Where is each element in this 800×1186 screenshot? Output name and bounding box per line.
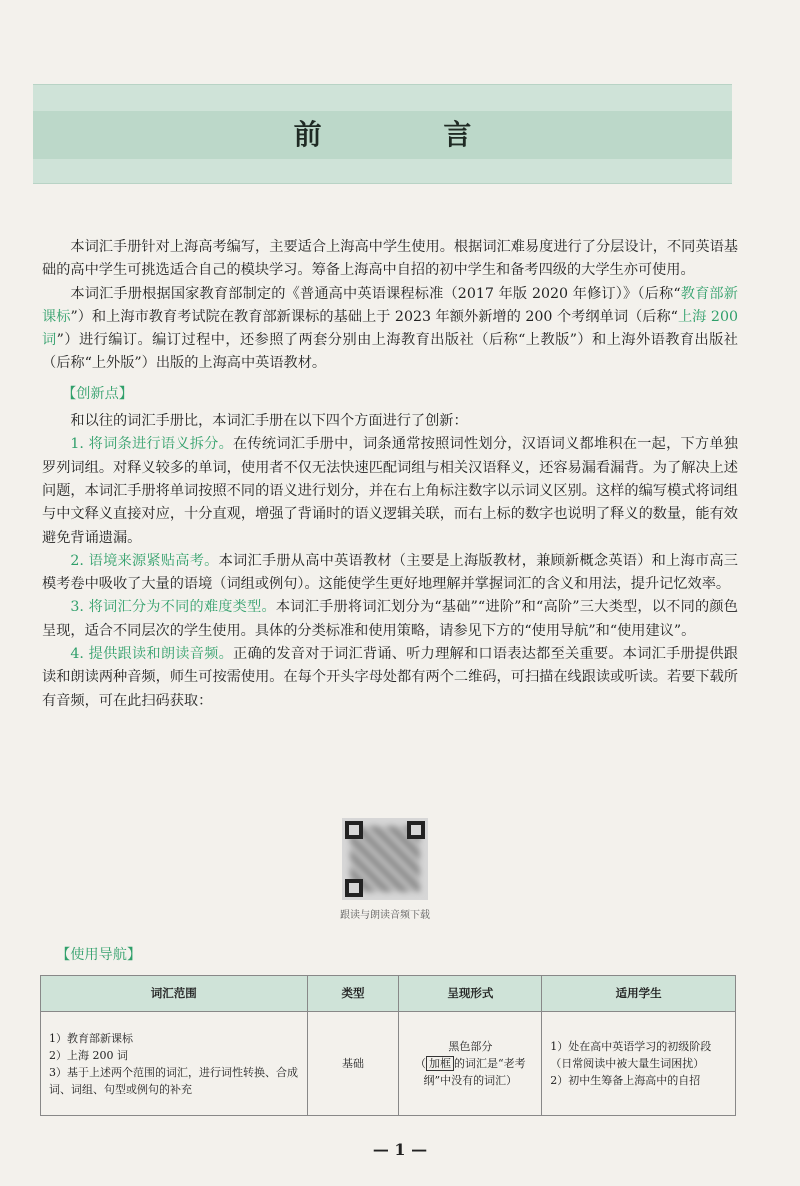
- innovation-item: 1. 将词条进行语义拆分。在传统词汇手册中，词条通常按照词性划分，汉语词义都堆积在一起，下方单独罗列词组。对释义较多的单词，使用者不仅无法快速匹配词组与相关汉语释义，还容易漏看漏背。为了解决上述问题，本词汇手册将单词按照不同的语义进行划分，并在右上角标注数字以示词义区别。这样的编写模式将词组与中文释义直接对应，十分直观，增强了背诵时的语义逻辑关联，而右上标的数字也说明了释义的数量，能有效避免背诵遗漏。: [42, 436, 738, 546]
- innovation-item: 3. 将词汇分为不同的难度类型。本词汇手册将词汇划分为“基础”“进阶”和“高阶”三大类型，以不同的颜色呈现，适合不同层次的学生使用。具体的分类标准和使用策略，请参见下方的“使用导航”和“使用建议”。: [42, 599, 738, 639]
- column-header: 类型: [307, 976, 399, 1012]
- column-header: 词汇范围: [41, 976, 308, 1012]
- innovation-item-title: 3. 将词汇分为不同的难度类型。: [70, 599, 276, 616]
- column-header: 适用学生: [542, 976, 736, 1012]
- usage-nav-table: [40, 975, 736, 1116]
- qr-caption: 跟读与朗读音频下载: [340, 910, 430, 921]
- innovation-lead: 和以往的词汇手册比，本词汇手册在以下四个方面进行了创新：: [70, 413, 468, 430]
- type-cell: 基础: [307, 1012, 399, 1116]
- form-cell: 黑色部分 （ 加框 的词汇是“老考纲”中没有的词汇）: [399, 1012, 542, 1116]
- innovation-heading: 【创新点】: [62, 385, 133, 402]
- page-title: 前 言: [293, 118, 528, 151]
- qr-finder-icon: [345, 879, 363, 897]
- main-text: [42, 236, 738, 713]
- innovation-item-title: 4. 提供跟读和朗读音频。: [70, 646, 234, 663]
- innovation-item: 2. 语境来源紧贴高考。本词汇手册从高中英语教材（主要是上海版教材，兼顾新概念英语）和上海市高三模考卷中吸收了大量的语境（词组或例句）。这能使学生更好地理解并掌握词汇的含义和用法，提升记忆效率。: [42, 552, 738, 593]
- qr-finder-icon: [345, 821, 363, 839]
- innovation-item: 4. 提供跟读和朗读音频。正确的发音对于词汇背诵、听力理解和口语表达都至关重要。本词汇手册提供跟读和朗读两种音频，师生可按需使用。在每个开头字母处都有两个二维码，可扫描在线跟读或听读。若要下载所有音频，可在此扫码获取：: [42, 646, 738, 709]
- qr-code-icon[interactable]: [342, 818, 428, 900]
- table-row: [41, 1012, 736, 1116]
- qr-finder-icon: [407, 821, 425, 839]
- intro-paragraph-2: 本词汇手册根据国家教育部制定的《普通高中英语课程标准（2017 年版 2020 年修订）》（后称“教育部新课标”）和上海市教育考试院在教育部新课标的基础上于 2023 年额外新增的 200 个考纲单词（后称“上海 200 词”）进行编订。编订过程中，还参照了两套分别由上海教育出版社（后称“上教版”）和上海外语教育出版社（后称“上外版”）出版的上海高中英语教材。: [42, 285, 739, 372]
- shanghai-200-term: 上海 200 词: [42, 308, 739, 349]
- students-cell: 1）处在高中英语学习的初级阶段（日常阅读中被大量生词困扰） 2）初中生筹备上海高中的自招: [542, 1012, 736, 1116]
- innovation-item-title: 1. 将词条进行语义拆分。: [70, 436, 234, 453]
- column-header: 呈现形式: [399, 976, 542, 1012]
- boxed-sample: 加框: [426, 1056, 454, 1071]
- title-banner: [33, 84, 732, 184]
- audio-qr-block[interactable]: [340, 818, 430, 921]
- nav-heading: 【使用导航】: [56, 947, 142, 963]
- range-cell: 1）教育部新课标 2）上海 200 词 3）基于上述两个范围的词汇，进行词性转换、合成词、词组、句型或例句的补充: [41, 1012, 308, 1116]
- moe-standard-term: 教育部新课标: [42, 285, 738, 325]
- table-header-row: [41, 976, 736, 1012]
- innovation-item-title: 2. 语境来源紧贴高考。: [70, 552, 219, 569]
- intro-paragraph-1: 本词汇手册针对上海高考编写，主要适合上海高中学生使用。根据词汇难易度进行了分层设计，不同英语基础的高中学生可挑选适合自己的模块学习。筹备上海高中自招的初中学生和备考四级的大学生亦可使用。: [42, 239, 738, 279]
- page-number: — 1 —: [372, 1140, 428, 1159]
